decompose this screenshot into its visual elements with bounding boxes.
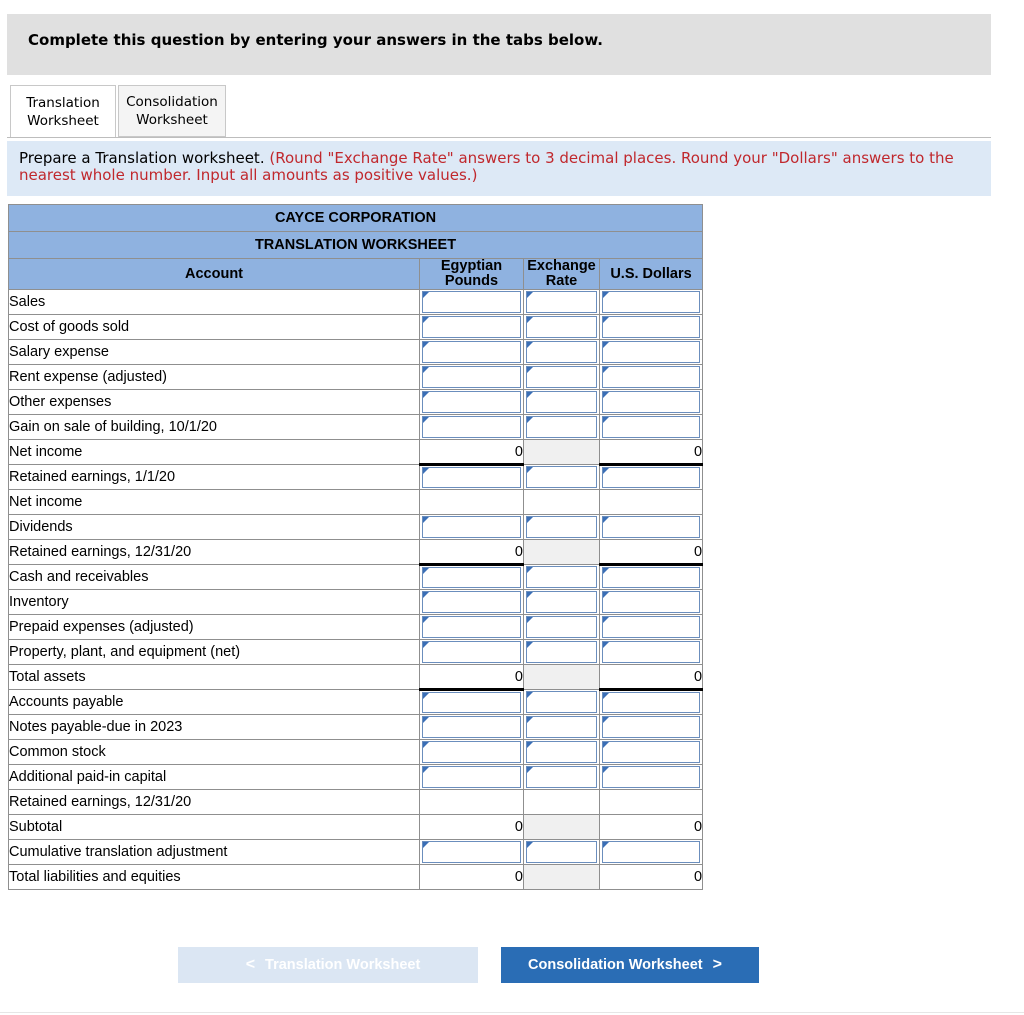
- pounds-input[interactable]: [422, 391, 521, 413]
- chevron-right-icon: >: [712, 956, 722, 973]
- dollars-empty: [600, 790, 703, 815]
- rate-cell[interactable]: [524, 615, 600, 640]
- table-row: [9, 390, 703, 415]
- worksheet-title: TRANSLATION WORKSHEET: [9, 232, 703, 259]
- account-label: Rent expense (adjusted): [9, 365, 420, 390]
- dollars-input[interactable]: [602, 591, 700, 613]
- rate-empty: [524, 440, 600, 465]
- tab-translation-worksheet[interactable]: [10, 85, 116, 138]
- rate-input[interactable]: [526, 291, 597, 313]
- rate-input[interactable]: [526, 516, 597, 538]
- dollars-input[interactable]: [602, 366, 700, 388]
- dollars-total: 0: [600, 540, 703, 565]
- header-line: Pounds: [444, 273, 499, 289]
- page-divider: [0, 1012, 1024, 1013]
- dollars-total: 0: [600, 815, 703, 840]
- table-row: [9, 790, 703, 815]
- account-label: Retained earnings, 12/31/20: [9, 540, 420, 565]
- rate-cell[interactable]: [524, 740, 600, 765]
- dollars-input[interactable]: [602, 766, 700, 788]
- account-label: Retained earnings, 1/1/20: [9, 465, 420, 490]
- dollars-cell[interactable]: [600, 515, 703, 540]
- account-label: Net income: [9, 440, 420, 465]
- pounds-input[interactable]: [422, 641, 521, 663]
- dollars-input[interactable]: [602, 416, 700, 438]
- dollars-cell[interactable]: [600, 690, 703, 715]
- rate-cell[interactable]: [524, 390, 600, 415]
- rate-input[interactable]: [526, 716, 597, 738]
- account-label: Total liabilities and equities: [9, 865, 420, 890]
- pounds-input[interactable]: [422, 366, 521, 388]
- table-row: [9, 290, 703, 315]
- rate-input[interactable]: [526, 366, 597, 388]
- table-row: [9, 490, 703, 515]
- rate-input[interactable]: [526, 466, 597, 488]
- dollars-input[interactable]: [602, 516, 700, 538]
- dollars-input[interactable]: [602, 741, 700, 763]
- pounds-cell[interactable]: [420, 615, 524, 640]
- column-header-us-dollars: U.S. Dollars: [600, 259, 703, 290]
- table-row: [9, 515, 703, 540]
- translation-worksheet-table: [8, 204, 703, 890]
- rate-cell[interactable]: [524, 340, 600, 365]
- account-label: Property, plant, and equipment (net): [9, 640, 420, 665]
- table-row: [9, 815, 703, 840]
- tab-consolidation-worksheet[interactable]: [118, 85, 226, 137]
- pounds-input[interactable]: [422, 516, 521, 538]
- pounds-input[interactable]: [422, 692, 521, 713]
- pounds-input[interactable]: [422, 741, 521, 763]
- pounds-cell[interactable]: [420, 290, 524, 315]
- rate-input[interactable]: [526, 616, 597, 638]
- dollars-input[interactable]: [602, 391, 700, 413]
- pounds-total: 0: [420, 440, 524, 465]
- table-row: [9, 340, 703, 365]
- rate-input[interactable]: [526, 691, 597, 713]
- rate-empty: [524, 815, 600, 840]
- account-label: Accounts payable: [9, 690, 420, 715]
- rate-input[interactable]: [526, 566, 597, 588]
- company-name: CAYCE CORPORATION: [9, 205, 703, 232]
- dollars-cell[interactable]: [600, 590, 703, 615]
- pounds-total: 0: [420, 540, 524, 565]
- pounds-input[interactable]: [422, 716, 521, 738]
- pounds-total: 0: [420, 815, 524, 840]
- account-label: Retained earnings, 12/31/20: [9, 790, 420, 815]
- account-label: Notes payable-due in 2023: [9, 715, 420, 740]
- pounds-input[interactable]: [422, 291, 521, 313]
- instructions-lead: Prepare a Translation worksheet.: [19, 149, 265, 167]
- pounds-input[interactable]: [422, 467, 521, 488]
- rate-input[interactable]: [526, 416, 597, 438]
- table-row: [9, 590, 703, 615]
- account-label: Total assets: [9, 665, 420, 690]
- dollars-cell[interactable]: [600, 315, 703, 340]
- header-line: Rate: [545, 273, 578, 289]
- dollars-input[interactable]: [602, 467, 700, 488]
- instructions-note: (Round "Exchange Rate" answers to 3 decimal places. Round your "Dollars" answers to the nearest whole number. Input all amounts as positive values.): [19, 149, 954, 184]
- dollars-cell[interactable]: [600, 840, 703, 865]
- table-row: [9, 865, 703, 890]
- dollars-input[interactable]: [602, 616, 700, 638]
- dollars-input[interactable]: [602, 692, 700, 713]
- rate-cell[interactable]: [524, 590, 600, 615]
- pounds-cell[interactable]: [420, 390, 524, 415]
- table-row: [9, 765, 703, 790]
- dollars-total: 0: [600, 865, 703, 890]
- rate-cell[interactable]: [524, 715, 600, 740]
- account-label: Cumulative translation adjustment: [9, 840, 420, 865]
- account-label: Other expenses: [9, 390, 420, 415]
- dollars-cell[interactable]: [600, 740, 703, 765]
- pounds-input[interactable]: [422, 591, 521, 613]
- table-row: [9, 665, 703, 690]
- next-tab-button[interactable]: [501, 947, 759, 983]
- tab-divider: [7, 137, 991, 138]
- dollars-cell[interactable]: [600, 640, 703, 665]
- instructions-banner: [7, 14, 991, 75]
- pounds-cell[interactable]: [420, 415, 524, 440]
- account-label: Inventory: [9, 590, 420, 615]
- tab-label-line1: Translation: [26, 94, 100, 111]
- pounds-empty: [420, 490, 524, 515]
- pounds-cell[interactable]: [420, 590, 524, 615]
- account-label: Additional paid-in capital: [9, 765, 420, 790]
- rate-cell[interactable]: [524, 315, 600, 340]
- rate-empty: [524, 865, 600, 890]
- table-row: [9, 315, 703, 340]
- pounds-total: 0: [420, 865, 524, 890]
- pounds-input[interactable]: [422, 616, 521, 638]
- tab-label-line2: Worksheet: [27, 112, 99, 129]
- pounds-cell[interactable]: [420, 640, 524, 665]
- rate-cell[interactable]: [524, 290, 600, 315]
- rate-input[interactable]: [526, 841, 597, 863]
- dollars-cell[interactable]: [600, 465, 703, 490]
- dollars-input[interactable]: [602, 567, 700, 588]
- pounds-cell[interactable]: [420, 765, 524, 790]
- rate-cell[interactable]: [524, 365, 600, 390]
- rate-empty: [524, 540, 600, 565]
- dollars-empty: [600, 490, 703, 515]
- pounds-empty: [420, 790, 524, 815]
- table-row: [9, 640, 703, 665]
- rate-empty: [524, 490, 600, 515]
- table-row: [9, 715, 703, 740]
- rate-cell[interactable]: [524, 640, 600, 665]
- account-label: Net income: [9, 490, 420, 515]
- pounds-cell[interactable]: [420, 565, 524, 590]
- account-label: Cost of goods sold: [9, 315, 420, 340]
- dollars-cell[interactable]: [600, 415, 703, 440]
- pounds-cell[interactable]: [420, 690, 524, 715]
- account-label: Prepaid expenses (adjusted): [9, 615, 420, 640]
- rate-cell[interactable]: [524, 565, 600, 590]
- rate-input[interactable]: [526, 591, 597, 613]
- instructions-box: [7, 141, 991, 196]
- dollars-input[interactable]: [602, 341, 700, 363]
- rate-cell[interactable]: [524, 840, 600, 865]
- rate-input[interactable]: [526, 316, 597, 338]
- table-row: [9, 615, 703, 640]
- account-label: Salary expense: [9, 340, 420, 365]
- rate-input[interactable]: [526, 766, 597, 788]
- table-row: [9, 540, 703, 565]
- account-label: Gain on sale of building, 10/1/20: [9, 415, 420, 440]
- pounds-input[interactable]: [422, 341, 521, 363]
- account-label: Common stock: [9, 740, 420, 765]
- dollars-cell[interactable]: [600, 615, 703, 640]
- table-row: [9, 465, 703, 490]
- pounds-input[interactable]: [422, 316, 521, 338]
- table-row: [9, 440, 703, 465]
- dollars-input[interactable]: [602, 316, 700, 338]
- dollars-input[interactable]: [602, 291, 700, 313]
- dollars-input[interactable]: [602, 716, 700, 738]
- rate-cell[interactable]: [524, 465, 600, 490]
- pounds-input[interactable]: [422, 766, 521, 788]
- rate-cell[interactable]: [524, 415, 600, 440]
- account-label: Cash and receivables: [9, 565, 420, 590]
- rate-cell[interactable]: [524, 765, 600, 790]
- next-button-label: Consolidation Worksheet: [528, 957, 703, 973]
- prev-tab-button[interactable]: [178, 947, 478, 983]
- column-header-egyptian-pounds: [420, 259, 524, 290]
- dollars-total: 0: [600, 440, 703, 465]
- pounds-cell[interactable]: [420, 740, 524, 765]
- table-row: [9, 740, 703, 765]
- account-label: Dividends: [9, 515, 420, 540]
- dollars-input[interactable]: [602, 841, 700, 863]
- rate-empty: [524, 665, 600, 690]
- worksheet-body: [9, 290, 703, 890]
- pounds-cell[interactable]: [420, 465, 524, 490]
- pounds-cell[interactable]: [420, 715, 524, 740]
- dollars-input[interactable]: [602, 641, 700, 663]
- pounds-cell[interactable]: [420, 315, 524, 340]
- rate-input[interactable]: [526, 641, 597, 663]
- column-header-exchange-rate: [524, 259, 600, 290]
- pounds-input[interactable]: [422, 416, 521, 438]
- table-row: [9, 690, 703, 715]
- pounds-cell[interactable]: [420, 365, 524, 390]
- table-row: [9, 565, 703, 590]
- pounds-total: 0: [420, 665, 524, 690]
- dollars-cell[interactable]: [600, 390, 703, 415]
- banner-text: Complete this question by entering your answers in the tabs below.: [28, 31, 603, 49]
- rate-cell[interactable]: [524, 515, 600, 540]
- pounds-input[interactable]: [422, 567, 521, 588]
- dollars-cell[interactable]: [600, 340, 703, 365]
- tab-label-line2: Worksheet: [136, 112, 208, 128]
- rate-input[interactable]: [526, 741, 597, 763]
- table-row: [9, 840, 703, 865]
- rate-empty: [524, 790, 600, 815]
- dollars-cell[interactable]: [600, 565, 703, 590]
- chevron-left-icon: <: [245, 956, 256, 973]
- pounds-cell[interactable]: [420, 840, 524, 865]
- dollars-cell[interactable]: [600, 290, 703, 315]
- header-line: Exchange: [527, 258, 596, 274]
- dollars-cell[interactable]: [600, 765, 703, 790]
- account-label: Sales: [9, 290, 420, 315]
- prev-button-label: Translation Worksheet: [265, 957, 421, 973]
- rate-cell[interactable]: [524, 690, 600, 715]
- dollars-cell[interactable]: [600, 715, 703, 740]
- pounds-cell[interactable]: [420, 515, 524, 540]
- account-label: Subtotal: [9, 815, 420, 840]
- table-row: [9, 365, 703, 390]
- rate-input[interactable]: [526, 341, 597, 363]
- header-line: Egyptian: [440, 258, 503, 274]
- pounds-cell[interactable]: [420, 340, 524, 365]
- dollars-total: 0: [600, 665, 703, 690]
- pounds-input[interactable]: [422, 841, 521, 863]
- rate-input[interactable]: [526, 391, 597, 413]
- dollars-cell[interactable]: [600, 365, 703, 390]
- column-header-account: Account: [9, 259, 420, 290]
- tab-label-line1: Consolidation: [126, 94, 218, 110]
- table-row: [9, 415, 703, 440]
